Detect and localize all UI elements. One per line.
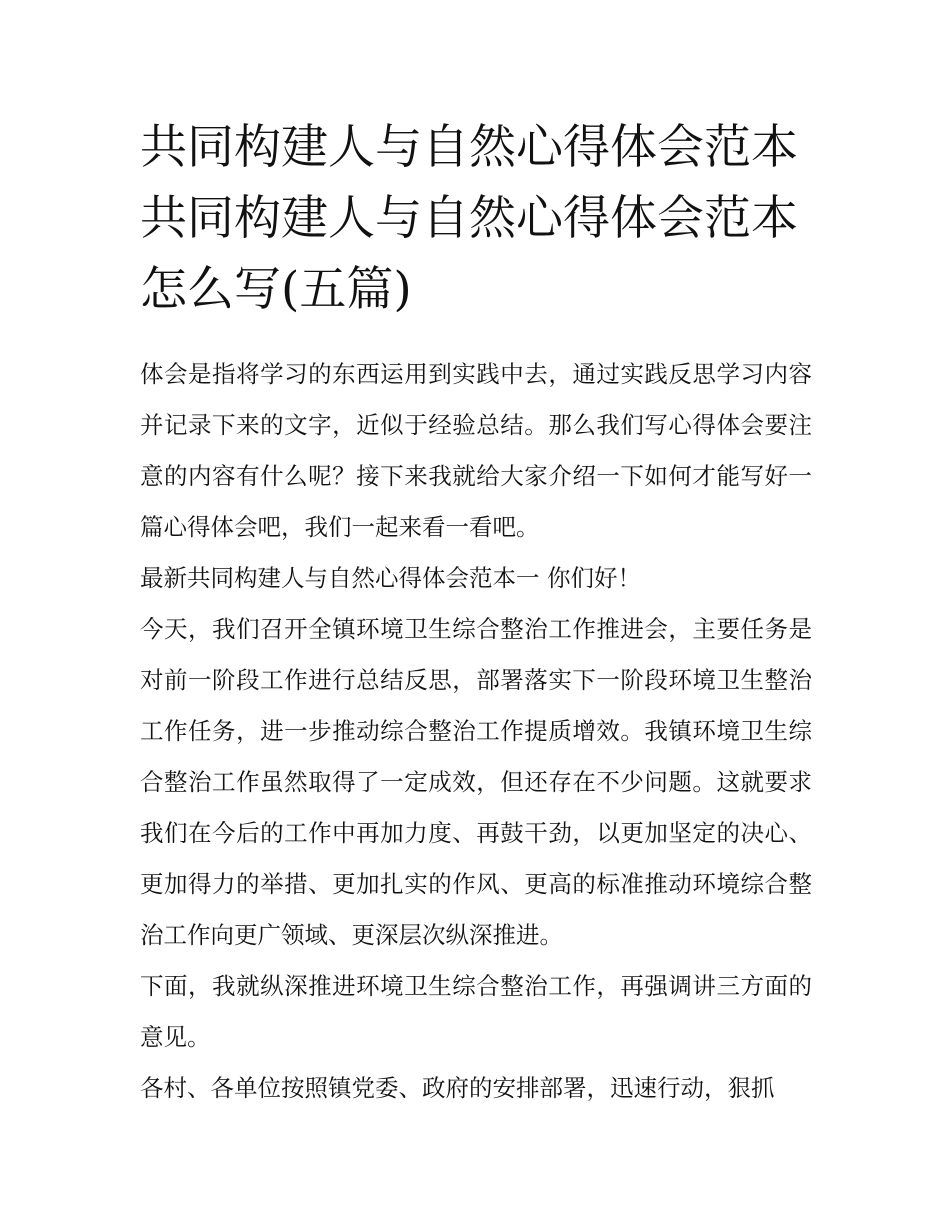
- paragraph-meeting: 今天，我们召开全镇环境卫生综合整治工作推进会，主要任务是对前一阶段工作进行总结反思，部署落实下一阶段环境卫生整治工作任务，进一步推动综合整治工作提质增效。我镇环境卫生综合整治工作虽然取得了一定成效，但还存在不少问题。这就要求我们在今后的工作中再加力度、再鼓干劲，以更加坚定的决心、更加得力的举措、更加扎实的作风、更高的标准推动环境综合整治工作向更广领域、更深层次纵深推进。: [140, 615, 812, 949]
- document-body: [140, 349, 812, 1114]
- paragraph-greeting: 最新共同构建人与自然心得体会范本一 你们好！: [140, 564, 641, 592]
- paragraph-three-points: 下面，我就纵深推进环境卫生综合整治工作，再强调讲三方面的意见。: [140, 972, 812, 1051]
- paragraph-intro: 体会是指将学习的东西运用到实践中去，通过实践反思学习内容并记录下来的文字，近似于经验总结。那么我们写心得体会要注意的内容有什么呢？接下来我就给大家介绍一下如何才能写好一篇心得体会吧，我们一起来看一看吧。: [140, 360, 812, 541]
- document-page: [140, 112, 812, 1114]
- document-title: 共同构建人与自然心得体会范本 共同构建人与自然心得体会范本怎么写(五篇): [140, 120, 798, 317]
- paragraph-villages: 各村、各单位按照镇党委、政府的安排部署，迅速行动，狠抓: [140, 1074, 775, 1102]
